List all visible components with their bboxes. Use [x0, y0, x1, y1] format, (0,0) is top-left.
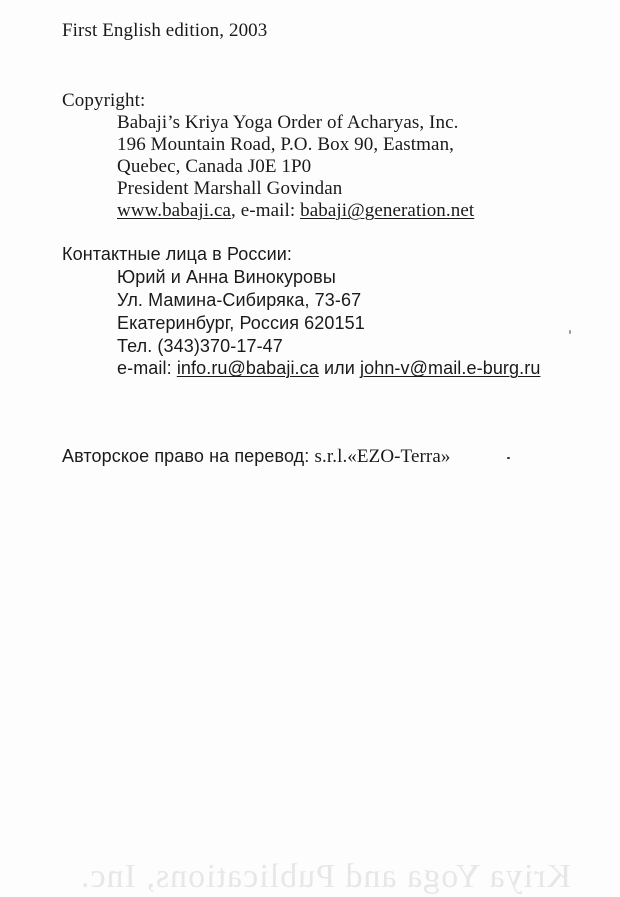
copyright-president: President Marshall Govindan [117, 178, 343, 199]
copyright-address-2: Quebec, Canada J0E 1P0 [117, 156, 312, 177]
scan-speck [569, 330, 571, 334]
copyright-label: Copyright: [62, 90, 146, 111]
email-link[interactable]: babaji@generation.net [300, 200, 475, 221]
copyright-address-1: 196 Mountain Road, P.O. Box 90, Eastman, [117, 134, 455, 155]
translation-copyright-line [62, 445, 450, 468]
russia-street: Ул. Мамина-Сибиряка, 73-67 [117, 290, 362, 310]
edition-line: First English edition, 2003 [62, 20, 268, 41]
russia-phone: Тел. (343)370-17-47 [117, 336, 283, 356]
translation-holder: s.r.l.«EZO-Terra» [314, 446, 451, 467]
russia-email-link-1[interactable]: info.ru@babaji.ca [176, 358, 319, 378]
russia-city: Екатеринбург, Россия 620151 [117, 313, 365, 333]
email-separator: , e-mail: [231, 200, 301, 221]
copyright-contact-line [117, 200, 474, 222]
scan-speck [507, 457, 510, 459]
russia-email-label: e-mail: [117, 358, 177, 378]
russia-contact-names: Юрий и Анна Винокуровы [117, 267, 336, 287]
russia-contacts-label: Контактные лица в России: [62, 244, 292, 264]
russia-email-link-2[interactable]: john-v@mail.e-burg.ru [360, 358, 541, 378]
translation-label: Авторское право на перевод: [62, 446, 315, 466]
russia-email-line [117, 357, 540, 379]
copyright-org: Babaji’s Kriya Yoga Order of Acharyas, Inc. [117, 112, 459, 133]
bleed-through-text: Kriya Yoga and Publications, Inc. [80, 858, 572, 895]
russia-email-or: или [318, 358, 360, 378]
website-link[interactable]: www.babaji.ca [117, 200, 232, 221]
